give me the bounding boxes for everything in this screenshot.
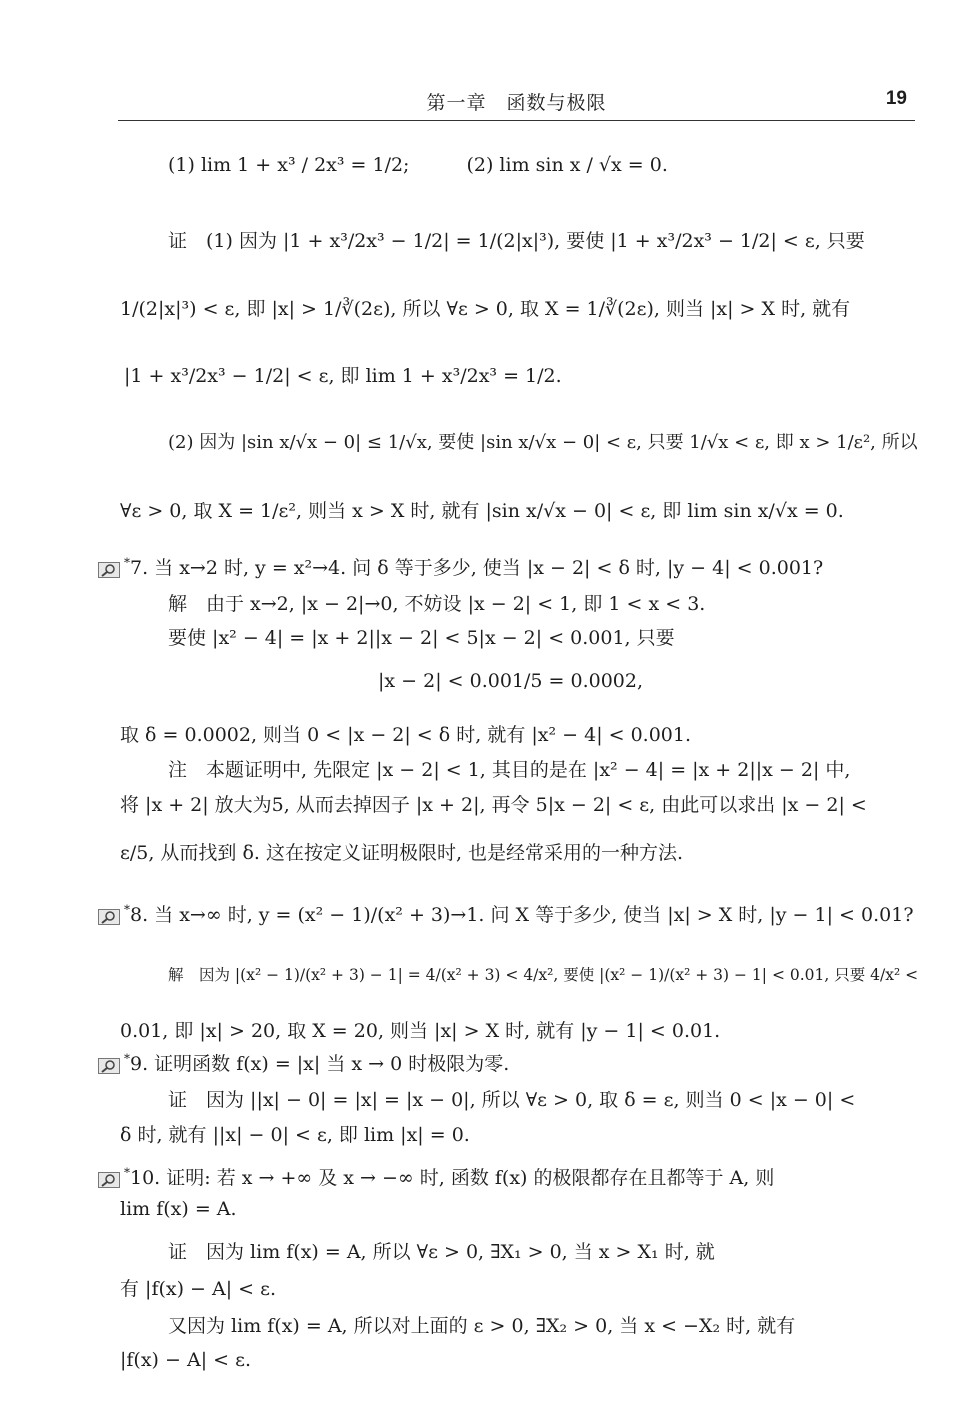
chapter-title: 第一章 函数与极限	[426, 92, 607, 114]
problem-7-note-2: 将 |x + 2| 放大为5, 从而去掉因子 |x + 2|, 再令 5|x − 2| < ε, 由此可以求出 |x − 2| <	[120, 794, 867, 816]
magnifier-icon	[98, 561, 120, 577]
proof-line-5: ∀ε > 0, 取 X = 1/ε², 则当 x > X 时, 就有 |sin x/√x − 0| < ε, 即 lim sin x/√x = 0.	[120, 500, 844, 522]
star-mark: *	[124, 1165, 130, 1180]
magnifier-icon	[98, 908, 120, 924]
star-mark: *	[124, 1051, 130, 1066]
problem-10-statement-2: lim f(x) = A.	[120, 1198, 237, 1220]
problem-10-proof-4: |f(x) − A| < ε.	[120, 1349, 251, 1371]
problem-8-solution-2: 0.01, 即 |x| > 20, 取 X = 20, 则当 |x| > X 时, 就有 |y − 1| < 0.01.	[120, 1020, 721, 1042]
proof-line-2: 1/(2|x|³) < ε, 即 |x| > 1/∛(2ε), 所以 ∀ε > 0, 取 X = 1/∛(2ε), 则当 |x| > X 时, 就有	[120, 298, 851, 320]
problem-9-text: 9. 证明函数 f(x) = |x| 当 x → 0 时极限为零.	[130, 1053, 510, 1075]
problem-7-line	[98, 553, 823, 580]
problem-7-solution-1: 解 由于 x→2, |x − 2|→0, 不妨设 |x − 2| < 1, 即 1 < x < 3.	[168, 593, 706, 615]
problem-10-proof-1: 证 因为 lim f(x) = A, 所以 ∀ε > 0, ∃X₁ > 0, 当 x > X₁ 时, 就	[168, 1241, 715, 1263]
proof-line-1: 证 (1) 因为 |1 + x³/2x³ − 1/2| = 1/(2|x|³), 要使 |1 + x³/2x³ − 1/2| < ε, 只要	[168, 230, 865, 252]
problem-7-solution-3: |x − 2| < 0.001/5 = 0.0002,	[378, 670, 644, 692]
problem-9-proof-1: 证 因为 ||x| − 0| = |x| = |x − 0|, 所以 ∀ε > 0, 取 δ = ε, 则当 0 < |x − 0| <	[168, 1089, 856, 1111]
problem-10-line	[98, 1163, 774, 1190]
magnifier-icon	[98, 1171, 120, 1187]
problem-7-note-1: 注 本题证明中, 先限定 |x − 2| < 1, 其目的是在 |x² − 4| = |x + 2||x − 2| 中,	[168, 759, 851, 781]
magnifier-icon	[98, 1057, 120, 1073]
page-number: 19	[885, 88, 907, 109]
problem-8-text: 8. 当 x→∞ 时, y = (x² − 1)/(x² + 3)→1. 问 X 等于多少, 使当 |x| > X 时, |y − 1| < 0.01?	[130, 904, 914, 926]
problem-7-note-3: ε/5, 从而找到 δ. 这在按定义证明极限时, 也是经常采用的一种方法.	[120, 842, 684, 864]
problem-10-proof-2: 有 |f(x) − A| < ε.	[120, 1278, 277, 1300]
problem-8-line	[98, 900, 914, 927]
problem-7-solution-4: 取 δ = 0.0002, 则当 0 < |x − 2| < δ 时, 就有 |x² − 4| < 0.001.	[120, 724, 692, 746]
problem-7-solution-2: 要使 |x² − 4| = |x + 2||x − 2| < 5|x − 2| < 0.001, 只要	[168, 627, 675, 649]
page-header	[118, 84, 915, 121]
problem-10-text: 10. 证明: 若 x → +∞ 及 x → −∞ 时, 函数 f(x) 的极限都存在且都等于 A, 则	[130, 1167, 775, 1189]
problem-8-solution-1: 解 因为 |(x² − 1)/(x² + 3) − 1| = 4/(x² + 3) < 4/x², 要使 |(x² − 1)/(x² + 3) − 1| < 0.01, 只要 4/x² <	[168, 966, 919, 984]
problem-9-line	[98, 1049, 509, 1076]
problem-10-proof-3: 又因为 lim f(x) = A, 所以对上面的 ε > 0, ∃X₂ > 0, 当 x < −X₂ 时, 就有	[168, 1315, 796, 1337]
problem-9-proof-2: δ 时, 就有 ||x| − 0| < ε, 即 lim |x| = 0.	[120, 1124, 470, 1146]
problem-7-text: 7. 当 x→2 时, y = x²→4. 问 δ 等于多少, 使当 |x − 2| < δ 时, |y − 4| < 0.001?	[130, 557, 824, 579]
star-mark: *	[124, 555, 130, 570]
proof-line-3: |1 + x³/2x³ − 1/2| < ε, 即 lim 1 + x³/2x³ = 1/2.	[124, 365, 562, 387]
star-mark: *	[124, 902, 130, 917]
proof-line-4: (2) 因为 |sin x/√x − 0| ≤ 1/√x, 要使 |sin x/√x − 0| < ε, 只要 1/√x < ε, 即 x > 1/ε², 所以	[168, 432, 918, 453]
problem-6-statement: (1) lim 1 + x³ / 2x³ = 1/2; (2) lim sin x / √x = 0.	[168, 154, 668, 176]
